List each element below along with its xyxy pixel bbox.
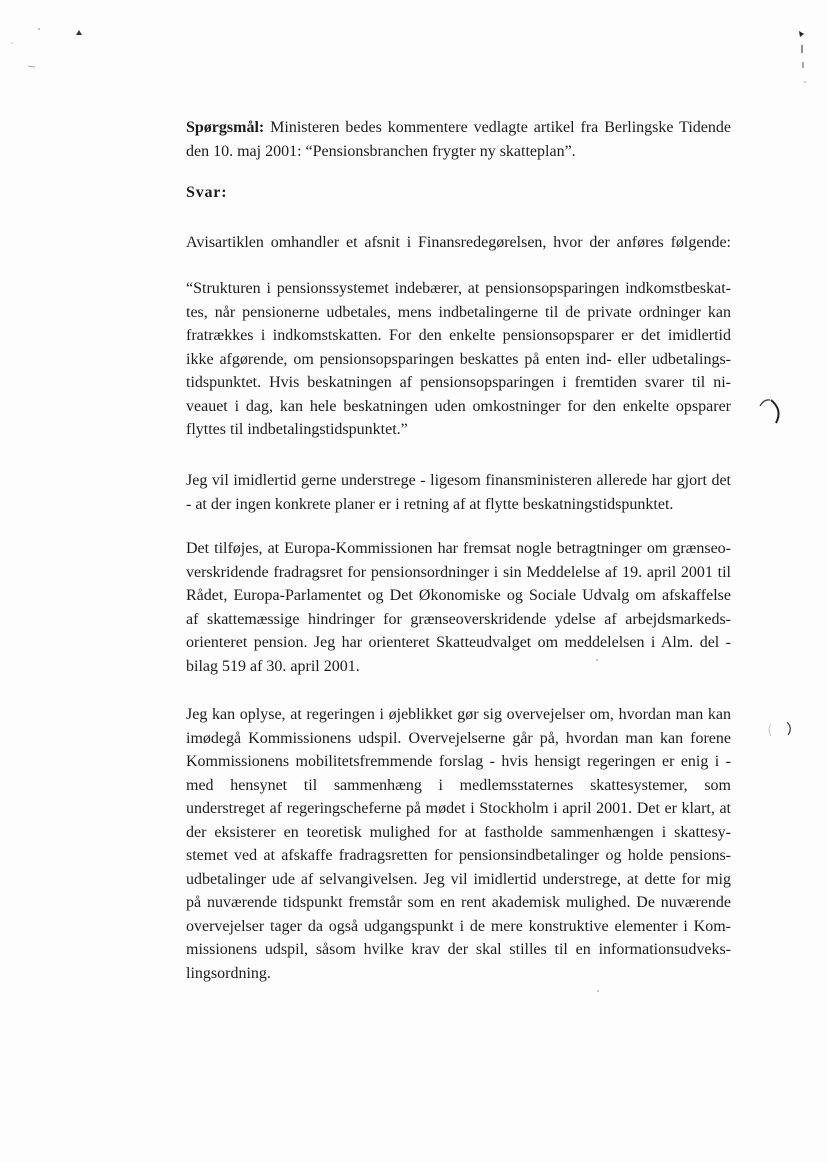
question-line bbox=[186, 116, 731, 140]
body-line: bilag 519 af 30. april 2001. bbox=[186, 657, 360, 675]
quote-line: ikke afgørende, om pensionsopsparingen beskattes på enten ind- eller udbetalings- bbox=[186, 350, 731, 368]
body-line: lingsordning. bbox=[186, 964, 271, 982]
answer-paragraph-intro bbox=[186, 231, 731, 255]
quote-line: tes, når pensionerne udbetales, mens indbetalingerne til de private ordninger kan bbox=[186, 303, 731, 321]
quote-line: fratrækkes i indkomstskatten. For den enkelte pensionsopsparer er det imidlertid bbox=[186, 327, 731, 344]
quoted-paragraph bbox=[186, 277, 731, 442]
body-line: Det tilføjes, at Europa-Kommissionen har fremsat nogle betragtninger om grænseo- bbox=[186, 540, 731, 557]
scan-speck bbox=[28, 66, 35, 67]
punch-hole-mark bbox=[769, 724, 771, 736]
body-line: orienteret pension. Jeg har orienteret Skatteudvalget om meddelelsen i Alm. del - bbox=[186, 634, 731, 651]
body-line: stemet ved at afskaffe fradragsretten for pensionsindbetalinger og holde pensions- bbox=[186, 847, 731, 864]
body-line: af skattemæssige hindringer for grænseoverskridende ydelse af arbejdsmarkeds- bbox=[186, 610, 731, 628]
body-line: udbetalinger ude af selvangivelsen. Jeg vil imidlertid understrege, at dette for mig bbox=[186, 870, 731, 888]
answer-label-paragraph bbox=[186, 181, 731, 205]
answer-paragraph-commission bbox=[186, 537, 731, 678]
scan-speck bbox=[38, 28, 40, 30]
scan-speck bbox=[76, 30, 82, 35]
answer-paragraph-government bbox=[186, 703, 731, 985]
body-line: verskridende fradragsret for pensionsordninger i sin Meddelelse af 19. april 2001 til bbox=[186, 563, 731, 581]
body-line: Rådet, Europa-Parlamentet og Det Økonomiske og Sociale Udvalg om afskaffelse bbox=[186, 587, 731, 604]
quote-line: flyttes til indbetalingstidspunktet.” bbox=[186, 421, 408, 438]
punch-hole-mark bbox=[760, 400, 770, 406]
question-line: den 10. maj 2001: “Pensionsbranchen frygter ny skatteplan”. bbox=[186, 142, 576, 160]
body-line: Kommissionens mobilitetsfremmende forslag - hvis hensigt regeringen er enig i - bbox=[186, 753, 731, 770]
scan-speck bbox=[597, 990, 599, 992]
body-line: der eksisterer en teoretisk mulighed for at fastholde sammenhængen i skattesy- bbox=[186, 823, 731, 841]
answer-label: Svar: bbox=[186, 184, 228, 201]
body-line: med hensynet til sammenhæng i medlemsstaternes skattesystemer, som bbox=[186, 776, 731, 794]
quote-line: veauet i dag, kan hele beskatningen uden omkostninger for den enkelte opsparer bbox=[186, 397, 731, 415]
body-line: understreget af regeringscheferne på mødet i Stockholm i april 2001. Det er klart, at bbox=[186, 800, 731, 817]
body-line: overvejelser tager da også udgangspunkt i de mere konstruktive elementer i Kom- bbox=[186, 917, 731, 935]
body-line: Jeg vil imidlertid gerne understrege - ligesom finansministeren allerede har gjort det bbox=[186, 472, 731, 489]
scan-speck bbox=[11, 42, 13, 44]
quote-line: “Strukturen i pensionssystemet indebærer, at pensionsopsparingen indkomstbeskat- bbox=[186, 280, 731, 297]
punch-hole-mark bbox=[771, 400, 779, 423]
body-line: - at der ingen konkrete planer er i retning af at flytte beskatningstidspunktet. bbox=[186, 495, 674, 513]
body-line: Jeg kan oplyse, at regeringen i øjeblikket gør sig overvejelser om, hvordan man kan bbox=[186, 706, 731, 723]
question-text: Ministeren bedes kommentere vedlagte artikel fra Berlingske Tidende bbox=[270, 119, 731, 136]
body-line: imødegå Kommissionens udspil. Overvejelserne går på, hvordan man kan forene bbox=[186, 729, 731, 747]
body-line: på nuværende tidspunkt fremstår som en rent akademisk mulighed. De nuværende bbox=[186, 894, 731, 911]
scan-speck bbox=[804, 81, 805, 82]
body-line: Avisartiklen omhandler et afsnit i Finansredegørelsen, hvor der anføres følgende: bbox=[186, 234, 731, 251]
question-paragraph bbox=[186, 116, 731, 163]
scan-speck bbox=[799, 31, 804, 37]
answer-paragraph-emphasis bbox=[186, 469, 731, 516]
body-line: missionens udspil, såsom hvilke krav der skal stilles til en informationsudveks- bbox=[186, 941, 731, 958]
quote-line: tidspunktet. Hvis beskatningen af pensionsopsparingen i fremtiden svarer til ni- bbox=[186, 374, 731, 391]
question-label: Spørgsmål: bbox=[186, 119, 265, 136]
punch-hole-mark bbox=[787, 722, 790, 735]
